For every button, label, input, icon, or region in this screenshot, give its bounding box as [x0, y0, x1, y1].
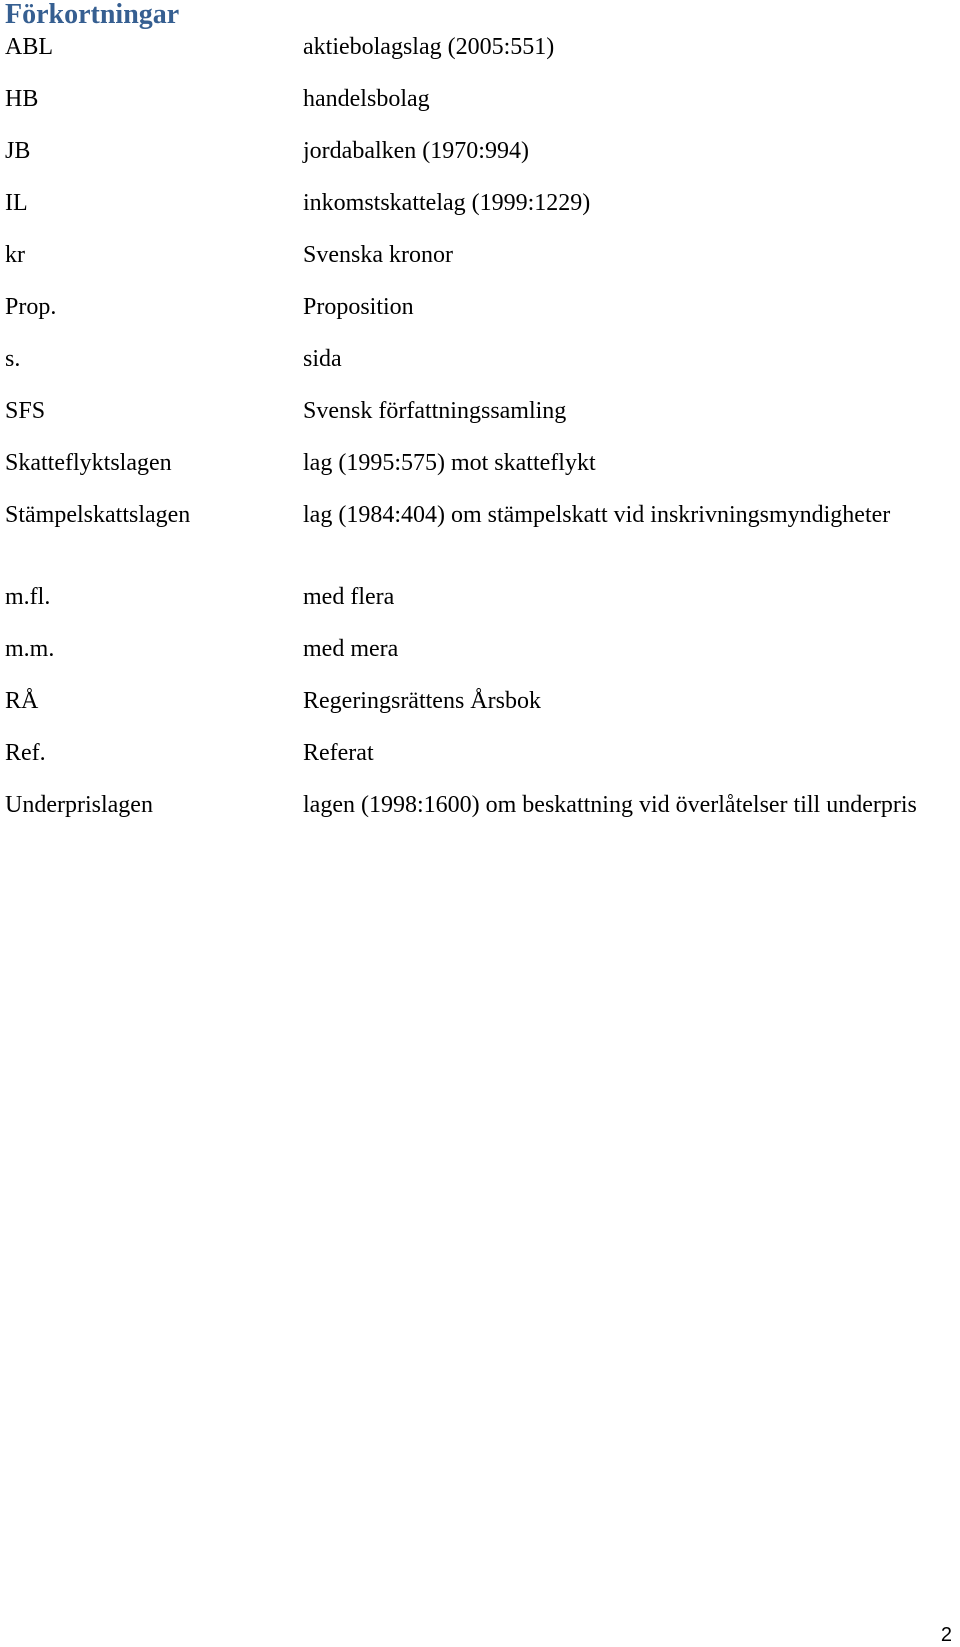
- abbreviation-term: m.fl.: [5, 584, 51, 610]
- abbreviation-term: IL: [5, 190, 28, 216]
- abbreviation-term: Stämpelskattslagen: [5, 502, 191, 528]
- abbreviation-term: RÅ: [5, 688, 39, 714]
- abbreviation-definition: lag (1984:404) om stämpelskatt vid inskrivningsmyndigheter: [303, 502, 891, 528]
- abbreviation-term: Underprislagen: [5, 792, 153, 818]
- abbreviation-definition: Proposition: [303, 294, 414, 320]
- abbreviation-term: Skatteflyktslagen: [5, 450, 172, 476]
- abbreviation-term: kr: [5, 242, 25, 268]
- abbreviation-definition: Referat: [303, 740, 374, 766]
- abbreviation-term: Ref.: [5, 740, 46, 766]
- abbreviation-definition: med flera: [303, 584, 395, 610]
- abbreviation-definition: jordabalken (1970:994): [303, 138, 529, 164]
- abbreviation-definition: inkomstskattelag (1999:1229): [303, 190, 591, 216]
- abbreviation-term: m.m.: [5, 636, 55, 662]
- abbreviation-term: SFS: [5, 398, 46, 424]
- page-title: Förkortningar: [5, 0, 180, 30]
- abbreviation-definition: aktiebolagslag (2005:551): [303, 34, 555, 60]
- abbreviation-term: JB: [5, 138, 31, 164]
- abbreviation-definition: handelsbolag: [303, 86, 430, 112]
- abbreviation-definition: sida: [303, 346, 342, 372]
- abbreviation-definition: lagen (1998:1600) om beskattning vid överlåtelser till underpris: [303, 792, 917, 818]
- abbreviation-term: Prop.: [5, 294, 57, 320]
- abbreviation-definition: med mera: [303, 636, 399, 662]
- abbreviation-list: [5, 0, 955, 900]
- abbreviation-term: ABL: [5, 34, 53, 60]
- page-number: 2: [940, 1624, 952, 1646]
- abbreviation-term: s.: [5, 346, 21, 372]
- abbreviation-definition: lag (1995:575) mot skatteflykt: [303, 450, 596, 476]
- abbreviation-definition: Regeringsrättens Årsbok: [303, 688, 541, 714]
- abbreviation-definition: Svenska kronor: [303, 242, 453, 268]
- abbreviation-definition: Svensk författningssamling: [303, 398, 567, 424]
- abbreviation-term: HB: [5, 86, 39, 112]
